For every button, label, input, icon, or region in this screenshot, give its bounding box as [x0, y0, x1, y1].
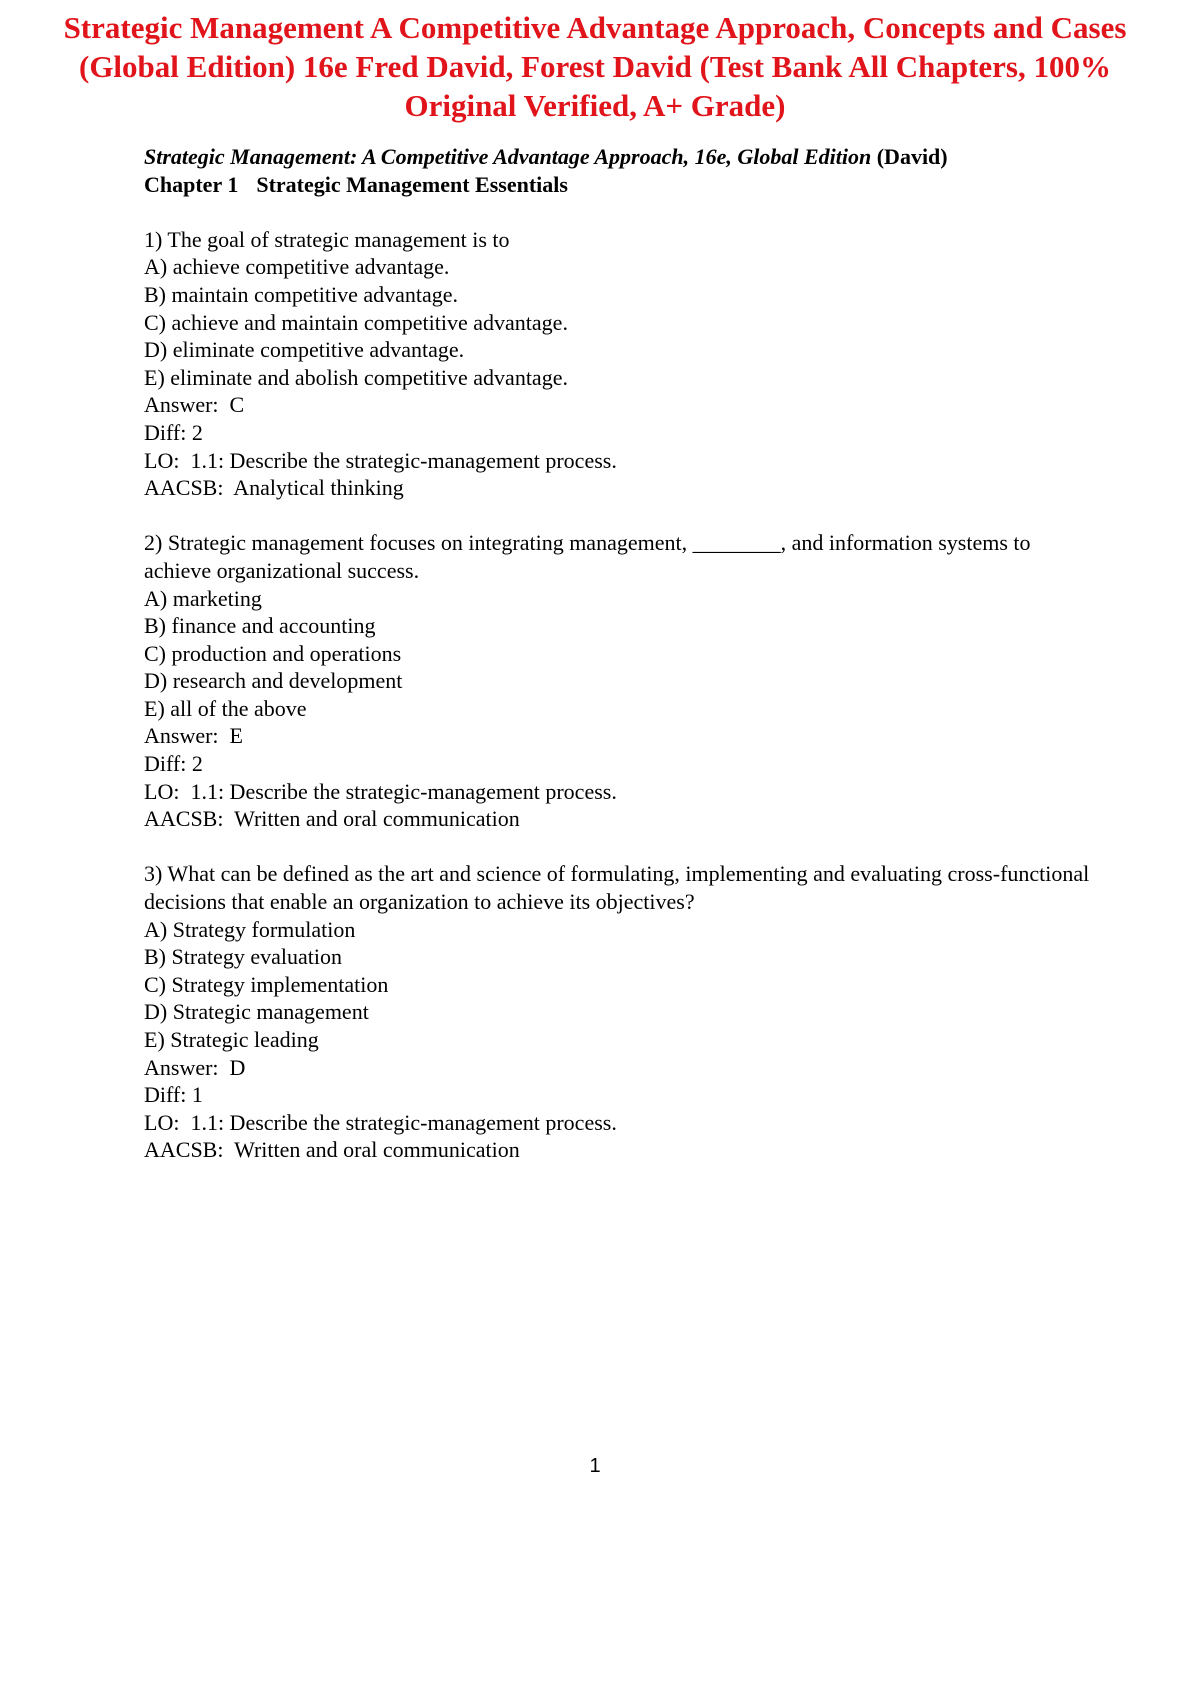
question-text: 3) What can be defined as the art and science of formulating, implementing and evaluating cross-functional decisions that enable an organization to achieve its objectives? [144, 861, 1090, 915]
question-text: 2) Strategic management focuses on integrating management, ________, and information systems to achieve organizational success. [144, 530, 1031, 583]
option-b: B) maintain competitive advantage. [144, 281, 459, 307]
question-text: 1) The goal of strategic management is to [144, 226, 510, 252]
option-b: B) Strategy evaluation [144, 944, 342, 970]
option-b: B) finance and accounting [144, 613, 376, 639]
chapter-title: Strategic Management Essentials [256, 171, 568, 197]
book-title-italic: Strategic Management: A Competitive Advantage Approach, 16e, Global Edition [144, 144, 872, 169]
question-3 [144, 860, 1114, 1164]
aacsb-standard: AACSB: Written and oral communication [144, 806, 520, 832]
question-1 [144, 226, 1114, 502]
option-e: E) eliminate and abolish competitive advantage. [144, 364, 568, 390]
learning-objective: LO: 1.1: Describe the strategic-management process. [144, 1109, 617, 1135]
option-d: D) Strategic management [144, 999, 369, 1025]
answer: Answer: E [144, 723, 243, 749]
option-c: C) Strategy implementation [144, 971, 389, 997]
test-bank-content [144, 143, 1114, 1164]
option-c: C) production and operations [144, 640, 402, 666]
option-c: C) achieve and maintain competitive advantage. [144, 309, 568, 335]
chapter-number: Chapter 1 [144, 171, 239, 197]
aacsb-standard: AACSB: Analytical thinking [144, 475, 404, 501]
difficulty: Diff: 2 [144, 419, 203, 445]
answer: Answer: C [144, 392, 245, 418]
difficulty: Diff: 2 [144, 751, 203, 777]
book-title [144, 143, 1114, 171]
answer: Answer: D [144, 1054, 246, 1080]
option-e: E) all of the above [144, 695, 307, 721]
chapter-heading [144, 171, 1114, 199]
option-a: A) marketing [144, 585, 262, 611]
aacsb-standard: AACSB: Written and oral communication [144, 1137, 520, 1163]
option-d: D) eliminate competitive advantage. [144, 337, 465, 363]
option-a: A) achieve competitive advantage. [144, 254, 450, 280]
option-d: D) research and development [144, 668, 403, 694]
option-e: E) Strategic leading [144, 1027, 319, 1052]
learning-objective: LO: 1.1: Describe the strategic-management process. [144, 778, 617, 804]
difficulty: Diff: 1 [144, 1082, 203, 1108]
document-banner-title: Strategic Management A Competitive Advantage Approach, Concepts and Cases (Global Edition) 16e Fred David, Forest David (Test Bank All Chapters, 100% Original Verified, A+ Grade) [63, 10, 1127, 123]
book-author: (David) [871, 144, 948, 169]
learning-objective: LO: 1.1: Describe the strategic-management process. [144, 447, 617, 473]
option-a: A) Strategy formulation [144, 916, 356, 942]
question-2 [144, 529, 1114, 833]
page-number: 1 [589, 1455, 601, 1477]
